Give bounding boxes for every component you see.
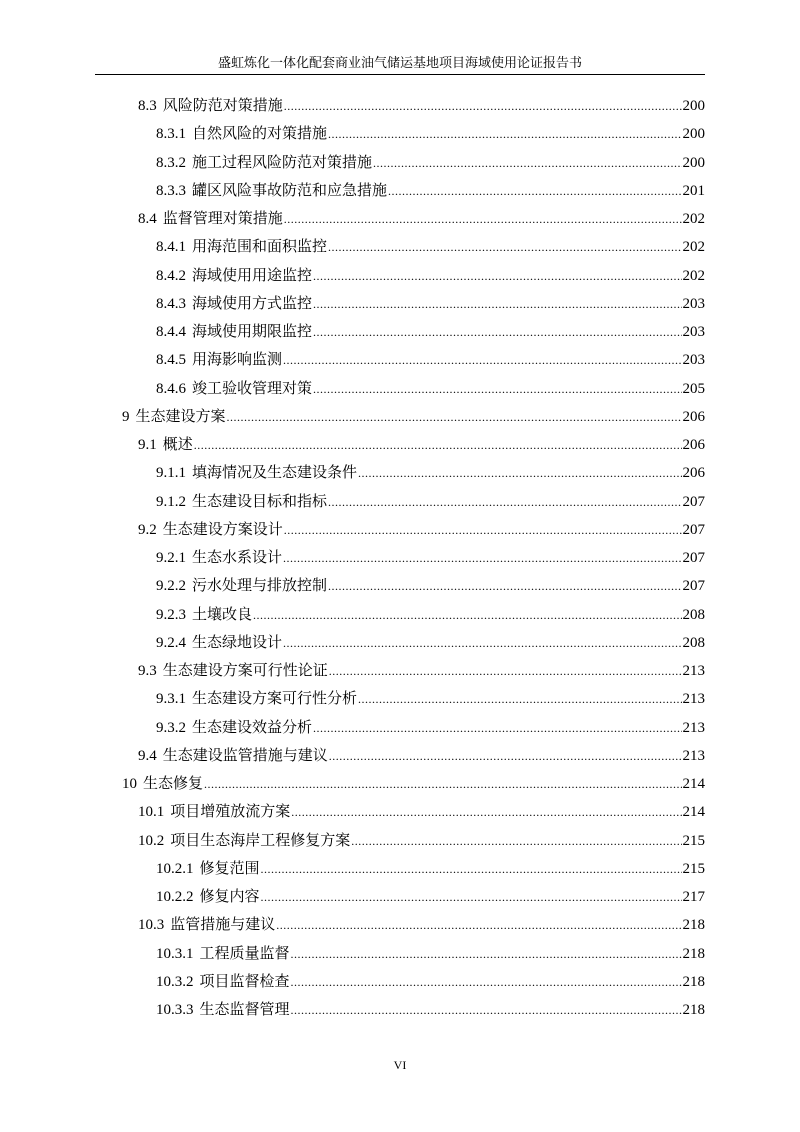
dot-leader: [283, 546, 681, 570]
toc-entry-title: 项目生态海岸工程修复方案: [170, 832, 351, 849]
running-header: 盛虹炼化一体化配套商业油气储运基地项目海域使用论证报告书: [217, 55, 582, 70]
toc-entry-number: 10.2.1: [156, 860, 194, 877]
toc-entry-page: 214: [682, 776, 705, 792]
toc-entry[interactable]: [156, 122, 705, 146]
toc-entry-page: 206: [682, 465, 705, 482]
dot-leader: [227, 405, 682, 429]
toc-entry[interactable]: [138, 518, 705, 542]
toc-entry-number: 10.3.1: [156, 945, 194, 962]
toc-entry-page: 207: [682, 578, 705, 595]
toc-entry-page: 202: [682, 239, 705, 256]
toc-entry-number: 9.4: [138, 747, 157, 764]
toc-entry[interactable]: [138, 800, 705, 824]
toc-entry-title: 生态建设方案设计: [162, 521, 283, 538]
toc-entry[interactable]: [122, 405, 705, 429]
dot-leader: [351, 829, 681, 853]
toc-entry[interactable]: [138, 744, 705, 768]
toc-entry-page: 214: [682, 804, 705, 821]
toc-entry-page: 205: [682, 380, 705, 397]
dot-leader: [291, 998, 682, 1022]
toc-entry[interactable]: [138, 433, 705, 457]
toc-entry-title: 海域使用用途监控: [192, 267, 313, 284]
toc-entry[interactable]: [156, 320, 705, 344]
toc-entry-title: 项目监督检查: [199, 973, 290, 990]
toc-entry-page: 203: [682, 324, 705, 340]
toc-entry[interactable]: [156, 292, 705, 316]
toc-entry-number: 8.3: [138, 98, 157, 114]
toc-entry-page: 218: [682, 973, 705, 990]
toc-entry-number: 8.4: [138, 211, 157, 227]
toc-entry-title: 生态建设方案可行性分析: [192, 691, 358, 708]
toc-entry-number: 10.3: [138, 917, 165, 934]
toc-entry[interactable]: [156, 970, 705, 994]
toc-entry-title: 生态建设方案可行性论证: [162, 663, 328, 679]
toc-entry[interactable]: [138, 659, 705, 683]
toc-entry-title: 填海情况及生态建设条件: [192, 465, 358, 482]
toc-entry[interactable]: [156, 461, 705, 485]
toc-entry-number: 9.2: [138, 521, 157, 538]
toc-entry-page: 203: [682, 295, 705, 312]
toc-entry-number: 10.1: [138, 804, 165, 821]
toc-entry-title: 监管措施与建议: [170, 917, 276, 934]
dot-leader: [283, 631, 681, 655]
toc-entry-title: 生态绿地设计: [192, 634, 283, 651]
toc-entry-page: 206: [682, 437, 705, 453]
toc-entry[interactable]: [156, 490, 705, 514]
toc-entry-number: 9.1: [138, 437, 157, 453]
dot-leader: [313, 716, 681, 740]
toc-entry-title: 监督管理对策措施: [162, 211, 283, 227]
toc-entry[interactable]: [156, 631, 705, 655]
toc-entry-title: 海域使用方式监控: [192, 295, 313, 312]
toc-entry-title: 土壤改良: [192, 606, 253, 623]
toc-entry-number: 8.3.2: [156, 154, 186, 171]
toc-entry-number: 9.1.2: [156, 493, 186, 510]
dot-leader: [291, 970, 682, 994]
toc-entry-title: 生态监督管理: [199, 1002, 290, 1018]
toc-entry-number: 10.2: [138, 832, 165, 849]
toc-entry-title: 生态建设目标和指标: [192, 493, 328, 510]
dot-leader: [253, 603, 681, 627]
toc-entry-page: 200: [682, 126, 705, 143]
dot-leader: [283, 348, 681, 372]
toc-entry-number: 10.3.2: [156, 973, 194, 990]
toc-entry-page: 217: [682, 889, 705, 905]
toc-entry[interactable]: [138, 94, 705, 118]
toc-entry-title: 污水处理与排放控制: [192, 578, 328, 595]
toc-entry-title: 项目增殖放流方案: [170, 804, 291, 821]
toc-entry[interactable]: [156, 377, 705, 401]
dot-leader: [284, 94, 682, 118]
dot-leader: [284, 207, 682, 231]
toc-entry-title: 风险防范对策措施: [162, 98, 283, 114]
dot-leader: [329, 744, 682, 768]
toc-entry-title: 罐区风险事故防范和应急措施: [192, 182, 388, 199]
toc-entry[interactable]: [156, 574, 705, 598]
toc-entry-number: 8.4.6: [156, 380, 186, 397]
toc-entry-title: 自然风险的对策措施: [192, 126, 328, 143]
toc-entry-page: 208: [682, 634, 705, 651]
toc-entry-number: 8.4.4: [156, 324, 186, 340]
toc-entry-page: 218: [682, 1002, 705, 1018]
toc-entry[interactable]: [138, 913, 705, 937]
toc-entry-page: 202: [682, 267, 705, 284]
dot-leader: [291, 942, 682, 966]
dot-leader: [261, 885, 682, 909]
toc-entry-number: 10: [122, 776, 137, 792]
toc-entry-number: 9.3.1: [156, 691, 186, 708]
dot-leader: [358, 687, 681, 711]
dot-leader: [328, 490, 681, 514]
dot-leader: [373, 151, 681, 175]
toc-entry-title: 用海范围和面积监控: [192, 239, 328, 256]
toc-entry-page: 200: [682, 98, 705, 114]
dot-leader: [328, 574, 681, 598]
dot-leader: [204, 772, 681, 796]
toc-entry-page: 218: [682, 945, 705, 962]
toc-entry-number: 9.2.3: [156, 606, 186, 623]
toc-entry-number: 8.4.3: [156, 295, 186, 312]
toc-entry-number: 9.2.4: [156, 634, 186, 651]
toc-entry[interactable]: [156, 151, 705, 175]
toc-entry[interactable]: [156, 264, 705, 288]
header-rule: [95, 74, 705, 75]
toc-entry-title: 工程质量监督: [199, 945, 290, 962]
toc-entry-page: 202: [682, 211, 705, 227]
dot-leader: [291, 800, 681, 824]
toc-entry-page: 215: [682, 832, 705, 849]
dot-leader: [313, 320, 681, 344]
dot-leader: [313, 377, 681, 401]
dot-leader: [194, 433, 682, 457]
toc-entry-title: 概述: [162, 437, 193, 453]
toc-entry[interactable]: [156, 348, 705, 372]
toc-entry-number: 9.3: [138, 663, 157, 679]
toc-entry[interactable]: [156, 603, 705, 627]
toc-entry-title: 生态建设效益分析: [192, 719, 313, 736]
toc-entry-number: 8.4.2: [156, 267, 186, 284]
dot-leader: [313, 292, 681, 316]
toc-entry-page: 213: [682, 663, 705, 679]
toc-entry-number: 10.2.2: [156, 889, 194, 905]
toc-entry-page: 213: [682, 691, 705, 708]
toc-entry[interactable]: [156, 179, 705, 203]
dot-leader: [276, 913, 681, 937]
toc-entry-number: 8.4.1: [156, 239, 186, 256]
dot-leader: [328, 235, 681, 259]
toc-entry-page: 213: [682, 747, 705, 764]
toc-entry-title: 施工过程风险防范对策措施: [192, 154, 373, 171]
toc-entry-page: 213: [682, 719, 705, 736]
toc-entry-page: 206: [682, 408, 705, 425]
dot-leader: [313, 264, 681, 288]
toc-entry[interactable]: [156, 546, 705, 570]
toc-entry[interactable]: [122, 772, 705, 796]
toc-entry[interactable]: [156, 885, 705, 909]
toc-entry-number: 9.3.2: [156, 719, 186, 736]
toc-entry-page: 208: [682, 606, 705, 623]
toc-entry-number: 8.3.1: [156, 126, 186, 143]
toc-entry[interactable]: [156, 235, 705, 259]
toc-entry[interactable]: [138, 207, 705, 231]
toc-entry-page: 207: [682, 550, 705, 566]
toc-entry-number: 9.2.2: [156, 578, 186, 595]
toc-entry-number: 8.4.5: [156, 352, 186, 369]
toc-entry-title: 修复内容: [199, 889, 260, 905]
toc-entry-title: 竣工验收管理对策: [192, 380, 313, 397]
toc-entry-page: 207: [682, 493, 705, 510]
dot-leader: [329, 659, 682, 683]
dot-leader: [388, 179, 681, 203]
toc-entry-title: 生态建设方案: [135, 408, 226, 425]
toc-entry[interactable]: [138, 829, 705, 853]
toc-entry[interactable]: [156, 942, 705, 966]
toc-entry-number: 9.1.1: [156, 465, 186, 482]
toc-entry-title: 生态建设监管措施与建议: [162, 747, 328, 764]
toc-entry-page: 203: [682, 352, 705, 369]
toc-entry-page: 218: [682, 917, 705, 934]
toc-entry-number: 9: [122, 408, 130, 425]
toc-entry-title: 修复范围: [199, 860, 260, 877]
toc-entry-page: 200: [682, 154, 705, 171]
dot-leader: [328, 122, 681, 146]
toc-entry-number: 9.2.1: [156, 550, 186, 566]
dot-leader: [261, 857, 682, 881]
toc-entry-title: 海域使用期限监控: [192, 324, 313, 340]
toc-entry-page: 201: [682, 182, 705, 199]
toc-entry-title: 生态水系设计: [192, 550, 283, 566]
toc-entry-number: 8.3.3: [156, 182, 186, 199]
dot-leader: [284, 518, 682, 542]
toc-entry[interactable]: [156, 857, 705, 881]
toc-entry[interactable]: [156, 716, 705, 740]
toc-entry[interactable]: [156, 998, 705, 1022]
toc-entry-title: 生态修复: [143, 776, 204, 792]
toc-entry-page: 215: [682, 860, 705, 877]
dot-leader: [358, 461, 681, 485]
toc-entry-number: 10.3.3: [156, 1002, 194, 1018]
toc-entry-page: 207: [682, 521, 705, 538]
toc-entry[interactable]: [156, 687, 705, 711]
toc-entry-title: 用海影响监测: [192, 352, 283, 369]
page-number: VI: [393, 1058, 407, 1072]
